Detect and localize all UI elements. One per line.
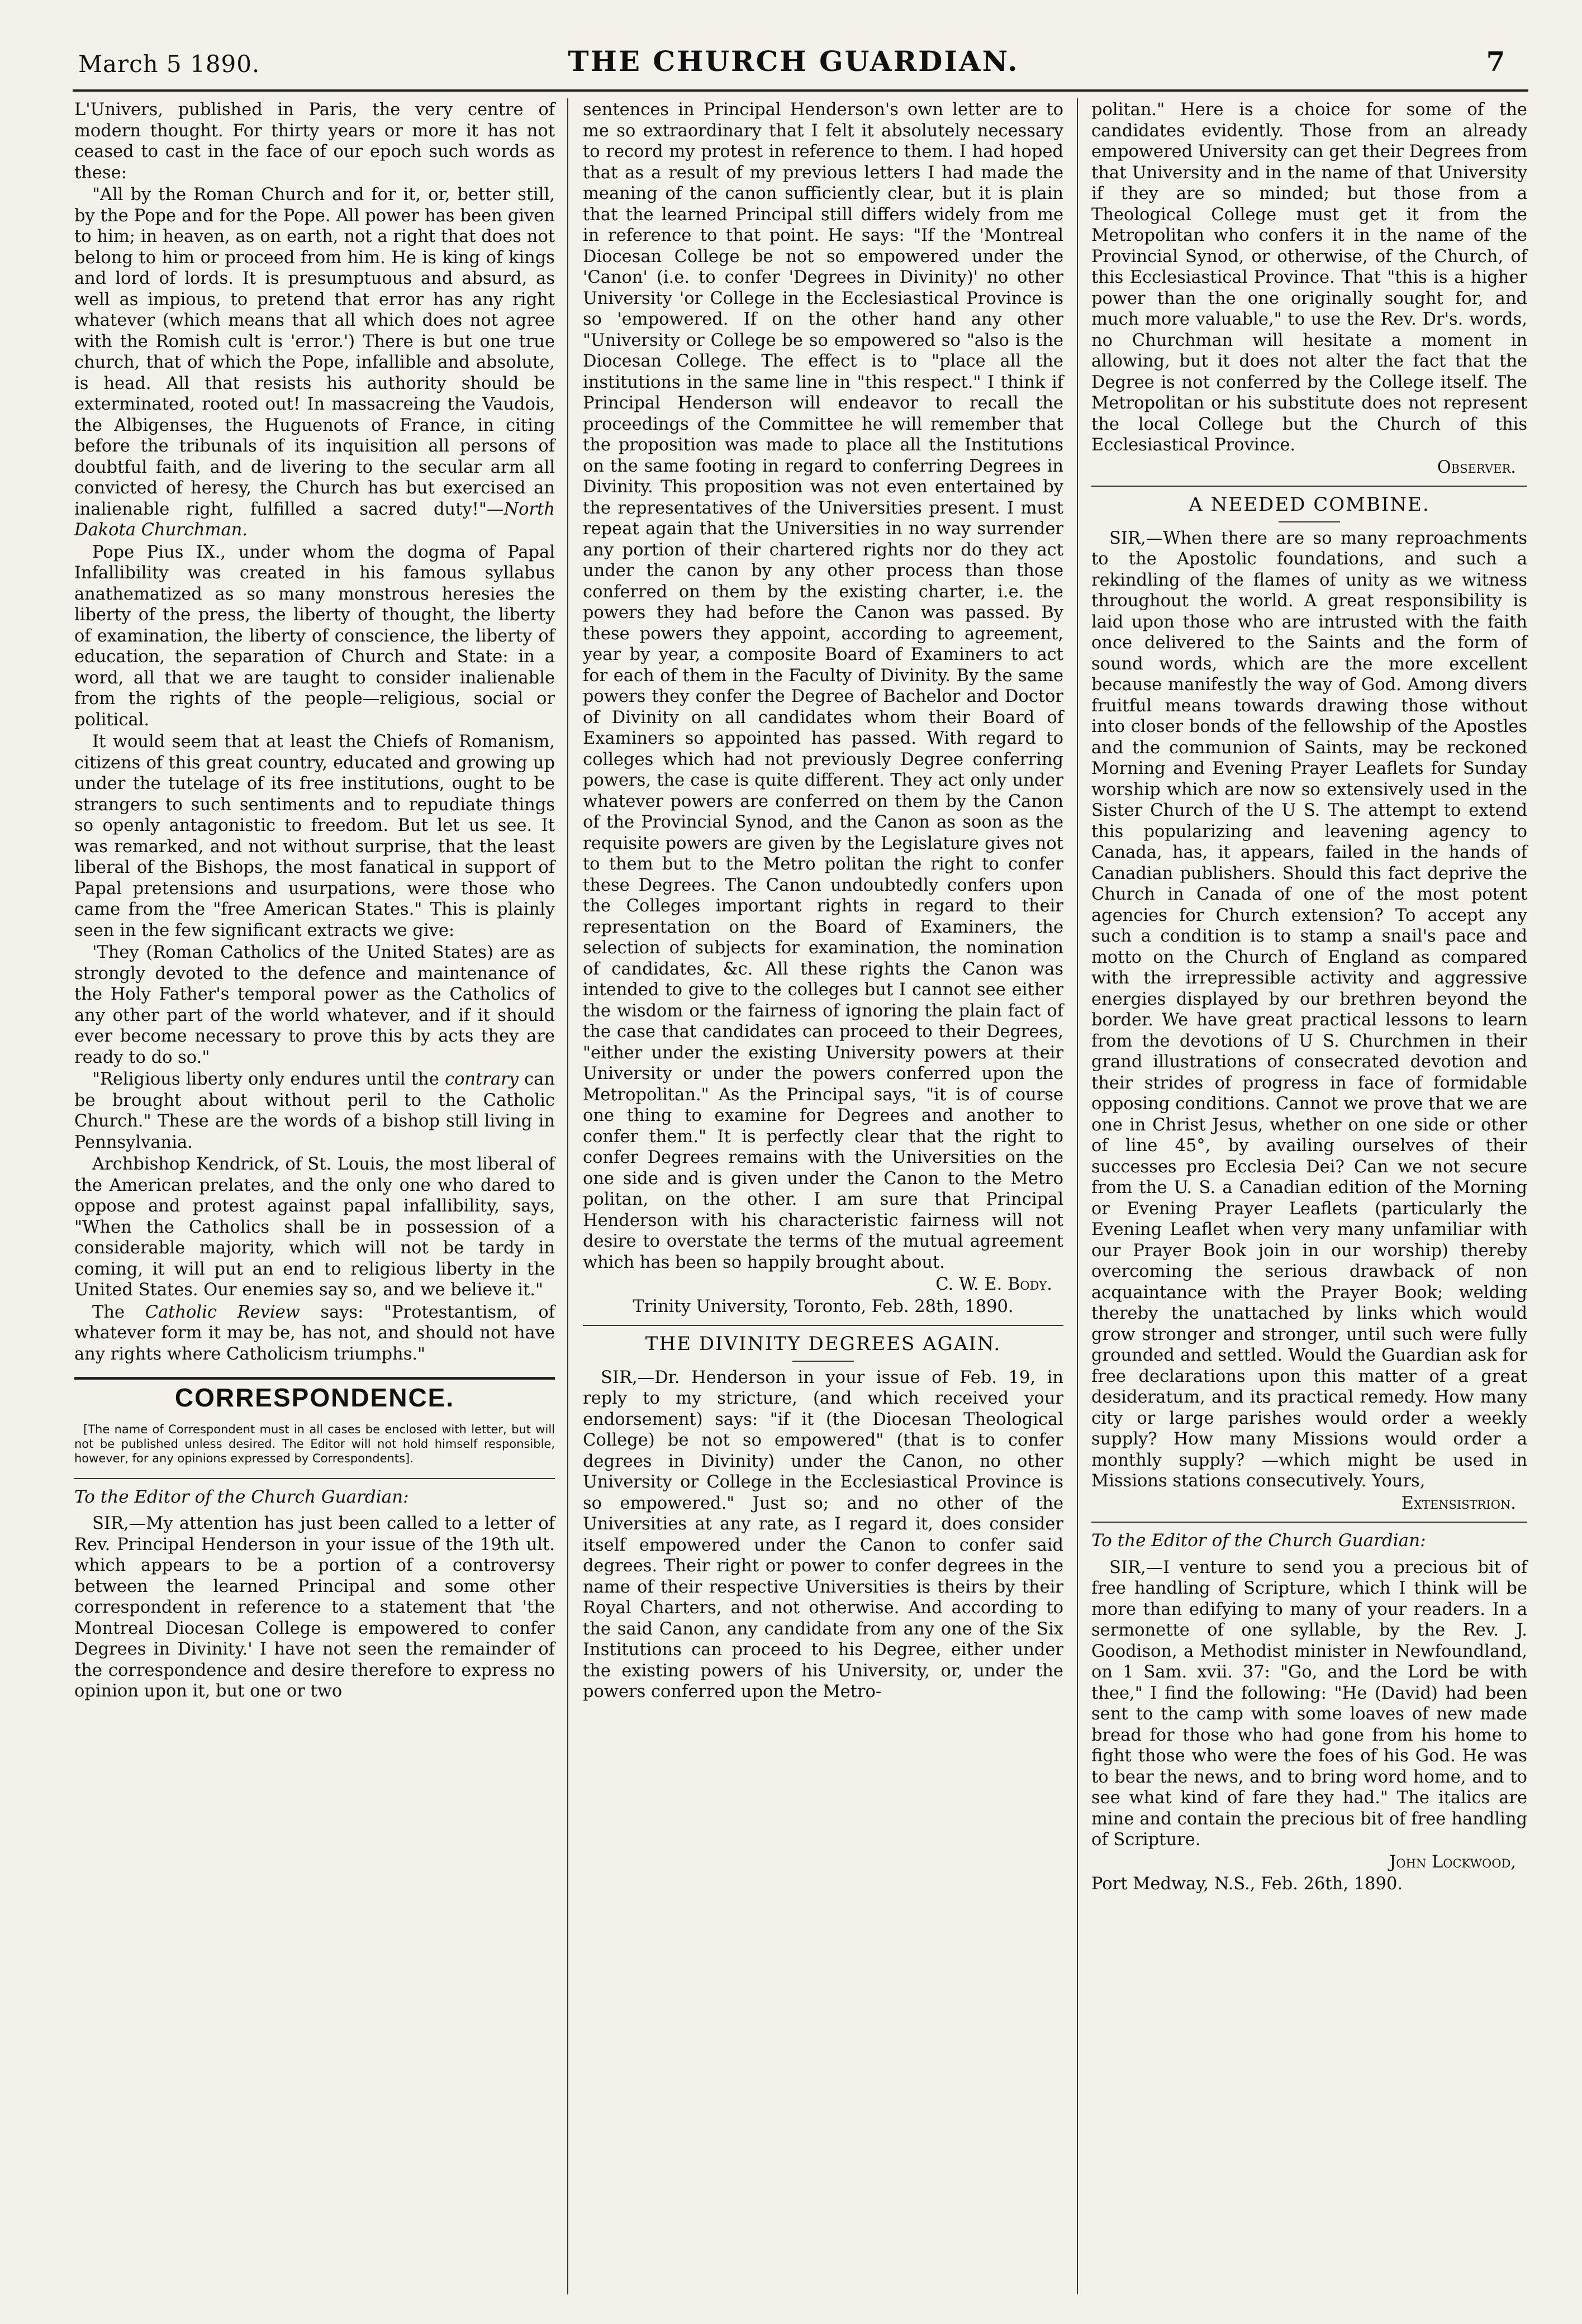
article-paragraph: [74, 1302, 555, 1365]
letter-signature: John Lockwood,: [1389, 1852, 1516, 1872]
italic-word: contrary: [444, 1070, 519, 1089]
heading-rule: [792, 1361, 854, 1362]
article-heading: THE DIVINITY DEGREES AGAIN.: [645, 1333, 1001, 1355]
correspondence-heading: CORRESPONDENCE.: [174, 1383, 455, 1412]
text: says: "Protestantism, of whatever form it may be, has not, and should not have any rights where Catholicism triumphs.": [74, 1302, 555, 1364]
letter-paragraph: SIR,—My attention has just been called to a letter of Rev. Principal Henderson in your issue of the 19th ult. which appears to be a portion of a controversy between the learned Principal and some other correspondent in reference to a statement that 'the Montreal Diocesan College is empowered to confer Degrees in Divinity.' I have not seen the remainder of the correspondence and desire therefore to express no opinion upon it, but one or two: [74, 1514, 555, 1701]
header-rule: [73, 89, 1528, 92]
page-number: 7: [1486, 46, 1505, 78]
quote-text: "Religious liberty only endures until the: [92, 1070, 439, 1089]
section-rule: [1091, 1522, 1527, 1523]
letter-paragraph: SIR,—When there are so many reproachments to the Apostolic foundations, and such a rekindling of the flames of unity as we witness throughout the world. A great responsibility is laid upon those who are intrusted with the faith once delivered to the Saints and the form of sound words, which are the more excellent because manifestly the way of God. Among divers fruitful means towards drawing those without into closer bonds of the fellowship of the Apostles and the communion of Saints, may be reckoned Morning and Evening Prayer Leaflets for Sunday worship which are now so extensively used in the Sister Church of the U S. The attempt to extend this popularizing and leavening agency to Canada, has, it appears, failed in the hands of Canadian publishers. Should this fact deprive the Church in Canada of one of the most potent agencies for Church extension? To accept any such a condition is to stamp a snail's pace and motto on the Church of England as compared with the irrepressible activity and aggressive energies displayed by our brethren beyond the border. We have great practical lessons to learn from the devotions of U S. Churchmen in their grand illustrations of consecrated devotion and their strides of progress in face of formidable opposing conditions. Cannot we prove that we are one in Christ Jesus, whether on one side or other of line 45°, by availing ourselves of their successes pro Ecclesia Dei? Can we not secure from the U. S. a Canadian edition of the Morning or Evening Prayer Leaflets (particularly the Evening Leaflet when very many unfamiliar with our Prayer Book join in our worship) thereby overcoming the serious drawback of non acquaintance with the Prayer Book; welding thereby the unattached by links which would grow stronger and stronger, until such were fully grounded and settled. Would the Guardian ask for free declarations upon this matter of a great desideratum, and its practical remedy. How many city or large parishes would order a weekly supply? How many Missions would order a monthly supply? —which might be used in Missions stations consecutively. Yours,: [1091, 528, 1527, 1491]
letter-paragraph: politan." Here is a choice for some of the candidates evidently. Those from an already empowered University can get their Degrees from that University and in the name of that University if they are so minded; but those from a Theological College must get it from the Metropolitan who confers it in the name of the Provincial Synod, or otherwise, of the Church, of this Ecclesiastical Province. That "this is a higher power than the one originally sought for, and much more valuable," to use the Rev. Dr's. words, no Churchman will hesitate a moment in allowing, but it does not alter the fact that the Degree is not conferred by the College itself. The Metropolitan or his substitute does not represent the local College but the Church of this Ecclesiastical Province.: [1091, 100, 1527, 455]
issue-date: March 5 1890.: [78, 50, 260, 78]
column-2: [583, 99, 1063, 2296]
article-paragraph: Pope Pius IX., under whom the dogma of Papal Infallibility was created in his famous syllabus anathematized as so many monstrous heresies the liberty of the press, the liberty of thought, the liberty of examination, the liberty of conscience, the liberty of education, the separation of Church and State: in a word, all that we are taught to consider inalienable from the rights of the people—religious, social or political.: [74, 542, 555, 730]
article-paragraph: Archbishop Kendrick, of St. Louis, the most liberal of the American prelates, and the only one who dared to oppose and protest against papal infallibility, says, "When the Catholics shall be in possession of a considerable majority, which will not be tardy in coming, it will put an end to religious liberty in the United States. Our enemies say so, and we believe it.": [74, 1154, 555, 1300]
correspondence-note: [The name of Correspondent must in all cases be enclosed with letter, but will not be published unless desired. The Editor will not hold himself responsible, however, for any opinions expressed by Correspondents].: [74, 1422, 555, 1465]
letter-paragraph: SIR,—Dr. Henderson in your issue of Feb. 19, in reply to my stricture, (and which received your endorsement) says: "if it (the Diocesan Theological College) be not so empowered" (that is to confer degrees in Divinity) under the Canon, no other University or College in the Ecclesiastical Province is so empowered." Just so; and no other of the Universities at any rate, as I regard it, does consider itself empowered under the Canon to confer said degrees. Their right or power to confer degrees in the name of their respective Universities is theirs by their Royal Charters, and not otherwise. And according to the said Canon, any candidate from any one of the Six Institutions can proceed to his Degree, either under the existing powers of his University, or, under the powers conferred upon the Metro-: [583, 1367, 1063, 1702]
article-heading: A NEEDED COMBINE.: [1189, 493, 1430, 516]
article-quote: [74, 1069, 555, 1153]
publication-name: Catholic Review: [145, 1302, 300, 1322]
section-rule: [74, 1478, 555, 1479]
article-quote: 'They (Roman Catholics of the United States) are as strongly devoted to the defence and maintenance of the Holy Father's temporal power as the Catholics of any other part of the world whatever, and if it should ever become necessary to prove this by acts they are ready to do so.": [74, 943, 555, 1067]
column-3: [1091, 99, 1527, 2296]
newspaper-title: THE CHURCH GUARDIAN.: [568, 45, 1019, 78]
quote-source: North Dakota Churchman.: [74, 499, 555, 540]
editor-salutation: To the Editor of the Church Guardian:: [74, 1486, 409, 1507]
letter-signature: C. W. E. Body.: [935, 1275, 1052, 1294]
letter-paragraph: sentences in Principal Henderson's own letter are to me so extraordinary that I felt it absolutely necessary to record my protest in reference to them. I had hoped that as a result of my previous letters I had made the meaning of the canon sufficiently clear, but it is plain that the learned Principal still differs widely from me in reference to that point. He says: "If the 'Montreal Diocesan College be not so empowered under the 'Canon' (i.e. to confer 'Degrees in Divinity)' no other University 'or College in the Ecclesiastical Province is so 'empowered. If on the other hand any other "University or College be so empowered so "also is the Diocesan College. The effect is to "place all the institutions in the same line in "this respect." I think if Principal Henderson will endeavor to recall the proceedings of the Committee he will remember that the proposition was made to place all the Institutions on the same footing in regard to conferring Degrees in Divinity. This proposition was not even entertained by the representatives of the Universities present. I must repeat again that the Universities in no way surrender any portion of their chartered rights nor do they act under the canon by any other process than those conferred on them by the existing charter, i.e. the powers they had before the Canon was passed. By these powers they appoint, according to agreement, year by year, a composite Board of Examiners to act for each of them in the Faculty of Divinity. By the same powers they confer the Degree of Bachelor and Doctor of Divinity on all candidates whom their Board of Examiners so appointed has passed. With regard to colleges which had not previously Degree conferring powers, the case is quite different. They act only under whatever powers are conferred on them by the Canon of the Provincial Synod, and the Canon as soon as the requisite powers are given by the Legislature gives not to them but to the Metro politan the right to confer these Degrees. The Canon undoubtedly confers upon the Colleges important rights in regard to their representation on the Board of Examiners, the selection of subjects for examination, the nomination of candidates, &c. All these rights the Canon was intended to give to the colleges but I cannot see either the wisdom or the fairness of ignoring the plain fact of the case that candidates can proceed to their Degrees, "either under the existing University powers at their University or under the powers conferred upon the Metropolitan." As the Principal says, "it is of course one thing to examine for Degrees and another to confer them." It is perfectly clear that the right to confer Degrees remains with the Universities on the one side and is given under the Canon to the Metro politan, on the other. I am sure that Principal Henderson with his characteristic fairness will not desire to overstate the terms of the mutual agreement which has been so happily brought about.: [583, 100, 1063, 1272]
section-rule: [74, 1377, 555, 1380]
letter-place-date: Port Medway, N.S., Feb. 26th, 1890.: [1091, 1874, 1403, 1894]
section-rule: [1091, 486, 1527, 487]
column-divider-1: [567, 98, 568, 2294]
letter-paragraph: SIR,—I venture to send you a precious bit of free handling of Scripture, which I think will be more than edifying to many of your readers. In a sermonette of one syllable, by the Rev. J. Goodison, a Methodist minister in Newfoundland, on 1 Sam. xvii. 37: "Go, and the Lord be with thee," I find the following: "He (David) had been sent to the camp with some loaves of new made bread for those who had gone from his home to fight those who were the foes of his God. He was to bear the news, and to bring word home, and to see what kind of fare they had." The italics are mine and contain the precious bit of free handling of Scripture.: [1091, 1557, 1527, 1850]
column-1: [74, 99, 555, 2296]
letter-signature: Extensistrion.: [1401, 1493, 1516, 1513]
editor-salutation: To the Editor of the Church Guardian:: [1091, 1531, 1426, 1551]
letter-place-date: Trinity University, Toronto, Feb. 28th, 1890.: [633, 1296, 1014, 1317]
article-quote: "All by the Roman Church and for it, or, better still, by the Pope and for the Pope. All power has been given to him; in heaven, as on earth, not a right that does not belong to him or proceed from him. He is king of kings and lord of lords. It is presumptuous and absurd, as well as impious, to pretend that error has any right whatever (which means that all which does not agree with the Romish cult is 'error.') There is but one true church, that of which the Pope, infallible and absolute, is head. All that resists his authority should be exterminated, rooted out! In massacreing the Vaudois, the Albigenses, the Huguenots of France, in citing before the tribunals of its inquisition all persons of doubtful faith, and de livering to the secular arm all convicted of heresy, the Church has but exercised an inalienable right, fulfilled a sacred duty!"—North Dakota Churchman.: [74, 185, 555, 540]
text: The: [92, 1302, 125, 1322]
column-divider-2: [1077, 98, 1078, 2294]
section-rule: [583, 1325, 1063, 1326]
quote-text: "All by the Roman Church and for it, or, better still, by the Pope and for the Pope. All power has been given to him; in heaven, as on earth, not a right that does not belong to him or proceed from him. He is king of kings and lord of lords. It is presumptuous and absurd, as well as impious, to pretend that error has any right whatever (which means that all which does not agree with the Romish cult is 'error.') There is but one true church, that of which the Pope, infallible and absolute, is head. All that resists his authority should be exterminated, rooted out! In massacreing the Vaudois, the Albigenses, the Huguenots of France, in citing before the tribunals of its inquisition all persons of doubtful faith, and de livering to the secular arm all convicted of heresy, the Church has but exercised an inalienable right, fulfilled a sacred duty!": [74, 185, 555, 519]
article-paragraph: It would seem that at least the Chiefs of Romanism, citizens of this great country, educated and growing up under the tutelage of its free institutions, ought to be strangers to such sentiments and to repudiate things so openly antagonistic to freedom. But let us see. It was remarked, and not without surprise, that the least liberal of the Bishops, the most fanatical in support of Papal pretensions and usurpations, were those who came from the "free American States." This is plainly seen in the few significant extracts we give:: [74, 732, 555, 940]
page-header: [53, 16, 1534, 99]
article-paragraph: L'Univers, published in Paris, the very centre of modern thought. For thirty years or more it has not ceased to cast in the face of our epoch such words as these:: [74, 100, 555, 183]
letter-signature: Observer.: [1437, 457, 1516, 477]
newspaper-page: [53, 16, 1534, 2307]
heading-rule: [1279, 521, 1340, 522]
quote-text: can be brought about without peril to the Catholic Church." These are the words of a bishop still living in Pennsylvania.: [74, 1070, 555, 1152]
